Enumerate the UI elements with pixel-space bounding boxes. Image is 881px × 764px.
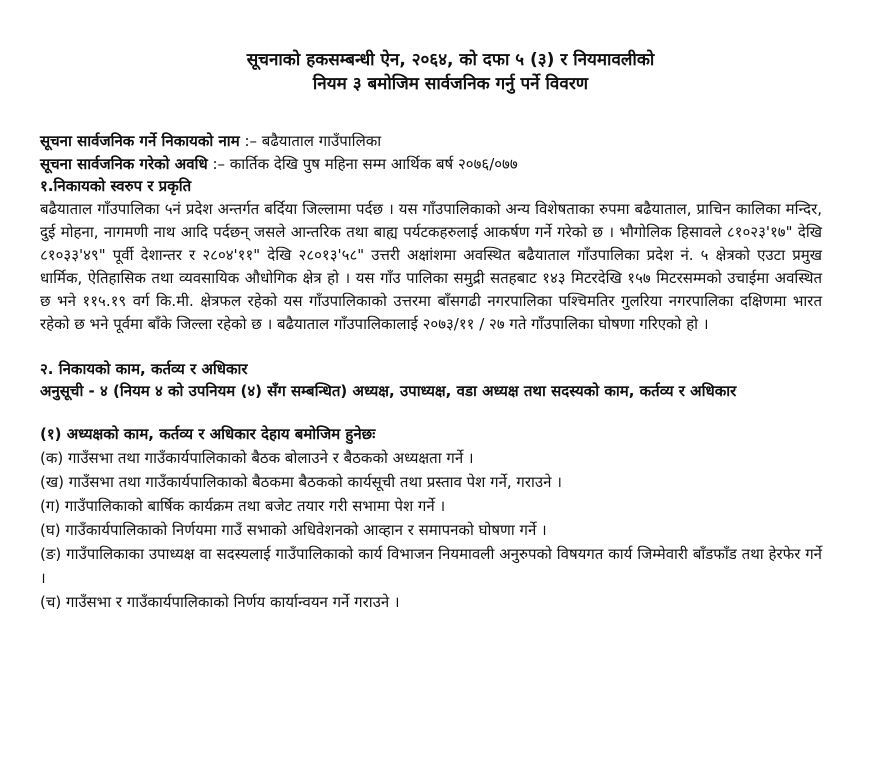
list-item: (क) गाउँसभा तथा गाउँकार्यपालिकाको बैठक बोलाउने र बैठकको अध्यक्षता गर्ने ।: [40, 448, 474, 467]
section-1-heading: १.निकायको स्वरुप र प्रकृति: [40, 177, 192, 195]
list-item: (घ) गाउँकार्यपालिकाको निर्णयमा गाउँ सभाको अधिवेशनको आव्हान र समापनको घोषणा गर्ने ।: [40, 520, 547, 539]
period-value: :– कार्तिक देखि पुष महिना सम्म आर्थिक बर्ष २०७६/०७७: [207, 154, 518, 173]
document-title-line-2: नियम ३ बमोजिम सार्वजनिक गर्नु पर्ने विवरण: [312, 74, 589, 94]
list-item: (च) गाउँसभा र गाउँकार्यपालिकाको निर्णय कार्यान्वयन गर्ने गराउने ।: [40, 592, 400, 611]
list-item: (ङ) गाउँपालिकाका उपाध्यक्ष वा सदस्यलाई गाउँपालिकाको कार्य विभाजन नियमावली अनुरुपको विषयगत कार्य जिम्मेवारी बाँडफाँड तथा हेरफेर गर्ने ।: [40, 544, 822, 587]
section-2-heading: २. निकायको काम, कर्तव्य र अधिकार: [40, 359, 248, 378]
publisher-value: :– बढैयाताल गाउँपालिका: [239, 132, 382, 150]
section-1-body: बढैयाताल गाँउपालिका ५नं प्रदेश अन्तर्गत बर्दिया जिल्लामा पर्दछ । यस गाँउपालिकाको अन्य विशेषताका रुपमा बढैयाताल, प्राचिन कालिका मन्दिर, दुई मोहना, नागमणी नाथ आदि पर्दछन् जसले आन्तरिक तथा बाह्य पर्यटकहरुलाई आकर्षण गर्ने गरेको छ । भौगोलिक हिसावले ८१०२३'१७" देखि ८१०३३'४९" पूर्वी देशान्तर र २८०४'११" देखि २८०१३'५८" उत्तरी अक्षांशमा अवस्थित बढैयाताल गाँउपालिका प्रदेश नं. ५ क्षेत्रको एउटा प्रमुख धार्मिक, ऐतिहासिक तथा व्यवसायिक औधोगिक क्षेत्र हो । यस गाँउ पालिका समुद्री सतहबाट १४३ मिटरदेखि १५७ मिटरसम्मको उचाईमा अवस्थित छ भने ११५.१९ वर्ग कि.मी. क्षेत्रफल रहेको यस गाँउपालिकाको उत्तरमा बाँसगढी नगरपालिका पश्चिमतिर गुलरिया नगरपालिका दक्षिणमा भारत रहेको छ भने पूर्वमा बाँके जिल्ला रहेको छ । बढैयाताल गाँउपालिकालाई २०७३/११ / २७ गते गाँउपालिका घोषणा गरिएको हो ।: [40, 199, 822, 333]
publisher-row: [40, 130, 833, 153]
list-item: (ग) गाउँपालिकाको बार्षिक कार्यक्रम तथा बजेट तयार गरी सभामा पेश गर्ने ।: [40, 496, 446, 515]
period-label: सूचना सार्वजनिक गरेको अवधि: [40, 154, 208, 173]
list-item: (ख) गाउँसभा तथा गाउँकार्यपालिकाको बैठकमा बैठकको कार्यसूची तथा प्रस्ताव पेश गर्ने, गराउने ।: [40, 472, 562, 491]
section-2-1-heading: (१) अध्यक्षको काम, कर्तव्य र अधिकार देहाय बमोजिम हुनेछः: [40, 425, 376, 443]
publisher-label: सूचना सार्वजनिक गर्ने निकायको नाम: [40, 132, 240, 150]
section-2-subheading: अनुसूची - ४ (नियम ४ को उपनियम (४) सँग सम्बन्धित) अध्यक्ष, उपाध्यक्ष, वडा अध्यक्ष तथा सदस्यको काम, कर्तव्य र अधिकार: [40, 382, 737, 400]
document-title-line-1: सूचनाको हकसम्बन्धी ऐन, २०६४, को दफा ५ (३) र नियमावलीको: [246, 50, 655, 70]
period-row: [40, 153, 833, 176]
